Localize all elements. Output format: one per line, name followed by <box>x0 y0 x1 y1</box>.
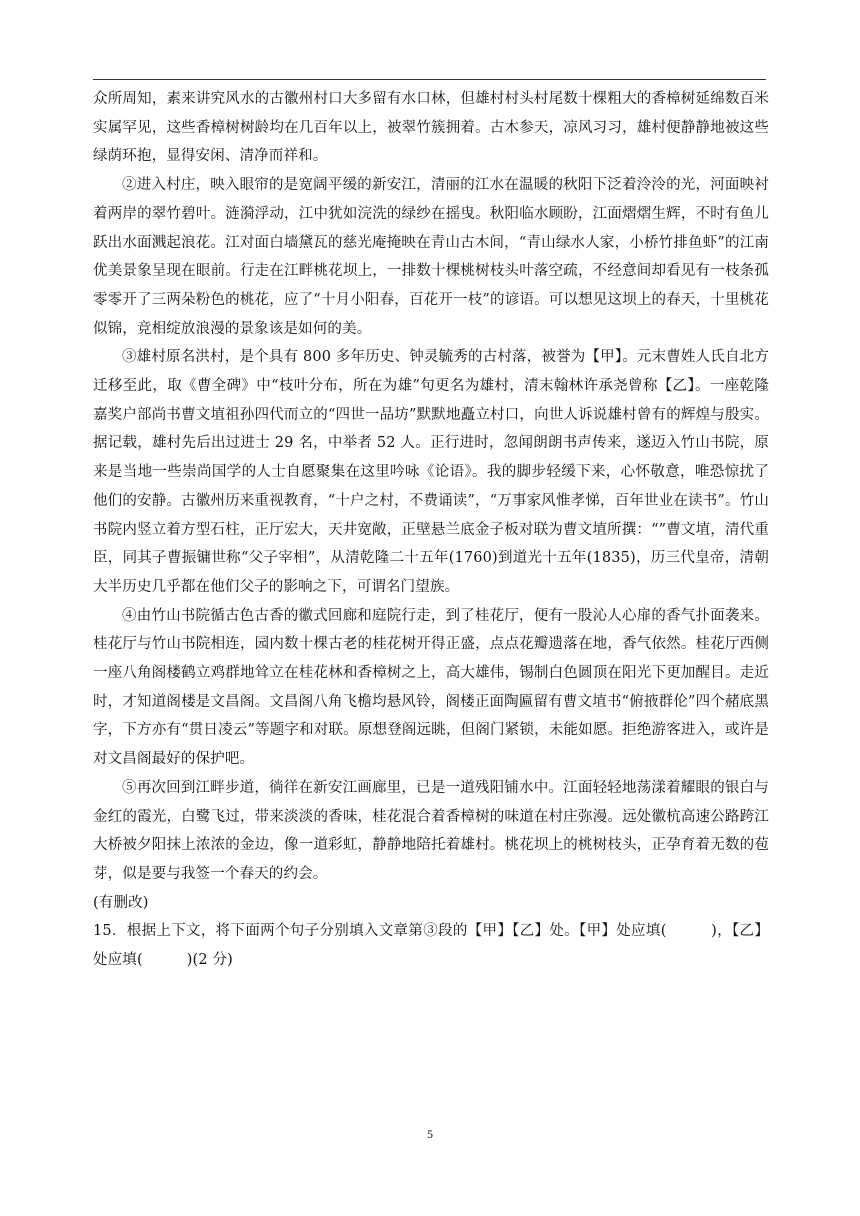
question-15: 15．根据上下文，将下面两个句子分别填入文章第③段的【甲】【乙】处。【甲】处应填( )，【乙】处应填( )(2 分) <box>93 923 769 969</box>
paragraph-3: ③雄村原名洪村，是个具有 800 多年历史、钟灵毓秀的古村落，被誉为【甲】。元末曹姓人氏自北方迁移至此，取《曹全碑》中“枝叶分布，所在为雄”句更名为雄村，清末翰林许承尧曾称【乙】。一座乾隆嘉奖户部尚书曹文埴祖孙四代而立的“四世一品坊”默默地矗立村口，向世人诉说雄村曾有的辉煌与殷实。据记载，雄村先后出过进士 29 名，中举者 52 人。正行进时，忽闻朗朗书声传来，遂迈入竹山书院，原来是当地一些崇尚国学的人士自愿聚集在这里吟咏《论语》。我的脚步轻缓下来，心怀敬意，唯恐惊扰了他们的安静。古徽州历来重视教育，“十户之村，不费诵读”，“万事家风惟孝悌，百年世业在读书”。竹山书院内竖立着方型石柱，正厅宏大，天井宽敞，正壁悬兰底金子板对联为曹文埴所撰：“”曹文埴，清代重臣，同其子曹振镛世称“父子宰相”，从清乾隆二十五年(1760)到道光十五年(1835)，历三代皇帝，清朝大半历史几乎都在他们父子的影响之下，可谓名门望族。 <box>93 349 769 595</box>
header-rule <box>93 79 766 80</box>
article-body <box>93 85 769 975</box>
paragraph-1-continued: 众所周知，素来讲究风水的古徽州村口大多留有水口林，但雄村村头村尾数十棵粗大的香樟树延绵数百米实属罕见，这些香樟树树龄均在几百年以上，被翠竹簇拥着。古木参天，凉风习习，雄村便静静地被这些绿荫环抱，显得安闲、清净而祥和。 <box>93 91 769 165</box>
page-number: 5 <box>427 1127 433 1141</box>
paragraph-5: ⑤再次回到江畔步道，徜徉在新安江画廊里，已是一道残阳铺水中。江面轻轻地荡漾着耀眼的银白与金红的霞光，白鹭飞过，带来淡淡的香味，桂花混合着香樟树的味道在村庄弥漫。远处徽杭高速公路跨江大桥被夕阳抹上浓浓的金边，像一道彩虹，静静地陪托着雄村。桃花坝上的桃树枝头，正孕育着无数的苞芽，似是要与我签一个春天的约会。 <box>93 779 769 882</box>
paragraph-4: ④由竹山书院循古色古香的徽式回廊和庭院行走，到了桂花厅，便有一股沁人心扉的香气扑面袭来。桂花厅与竹山书院相连，园内数十棵古老的桂花树开得正盛，点点花瓣遗落在地，香气依然。桂花厅西侧一座八角阁楼鹤立鸡群地耸立在桂花林和香樟树之上，高大雄伟，锡制白色圆顶在阳光下更加醒目。走近时，才知道阁楼是文昌阁。文昌阁八角飞檐均悬风铃，阁楼正面陶匾留有曹文埴书“俯掖群伦”四个赭底黑字，下方亦有“贯日凌云”等题字和对联。原想登阁远眺，但阁门紧锁，未能如愿。拒绝游客进入，或许是对文昌阁最好的保护吧。 <box>93 607 769 768</box>
abridged-note: (有删改) <box>93 894 149 911</box>
paragraph-2: ②进入村庄，映入眼帘的是宽阔平缓的新安江，清丽的江水在温暖的秋阳下泛着泠泠的光，河面映衬着两岸的翠竹碧叶。涟漪浮动，江中犹如浣洗的绿纱在摇曳。秋阳临水顾盼，江面熠熠生辉，不时有鱼儿跃出水面溅起浪花。江对面白墙黛瓦的慈光庵掩映在青山古木间，“青山绿水人家，小桥竹排鱼虾”的江南优美景象呈现在眼前。行走在江畔桃花坝上，一排数十棵桃树枝头叶落空疏，不经意间却看见有一枝条孤零零开了三两朵粉色的桃花，应了“十月小阳春，百花开一枝”的谚语。可以想见这坝上的春天，十里桃花似锦，竞相绽放浪漫的景象该是如何的美。 <box>93 177 769 337</box>
